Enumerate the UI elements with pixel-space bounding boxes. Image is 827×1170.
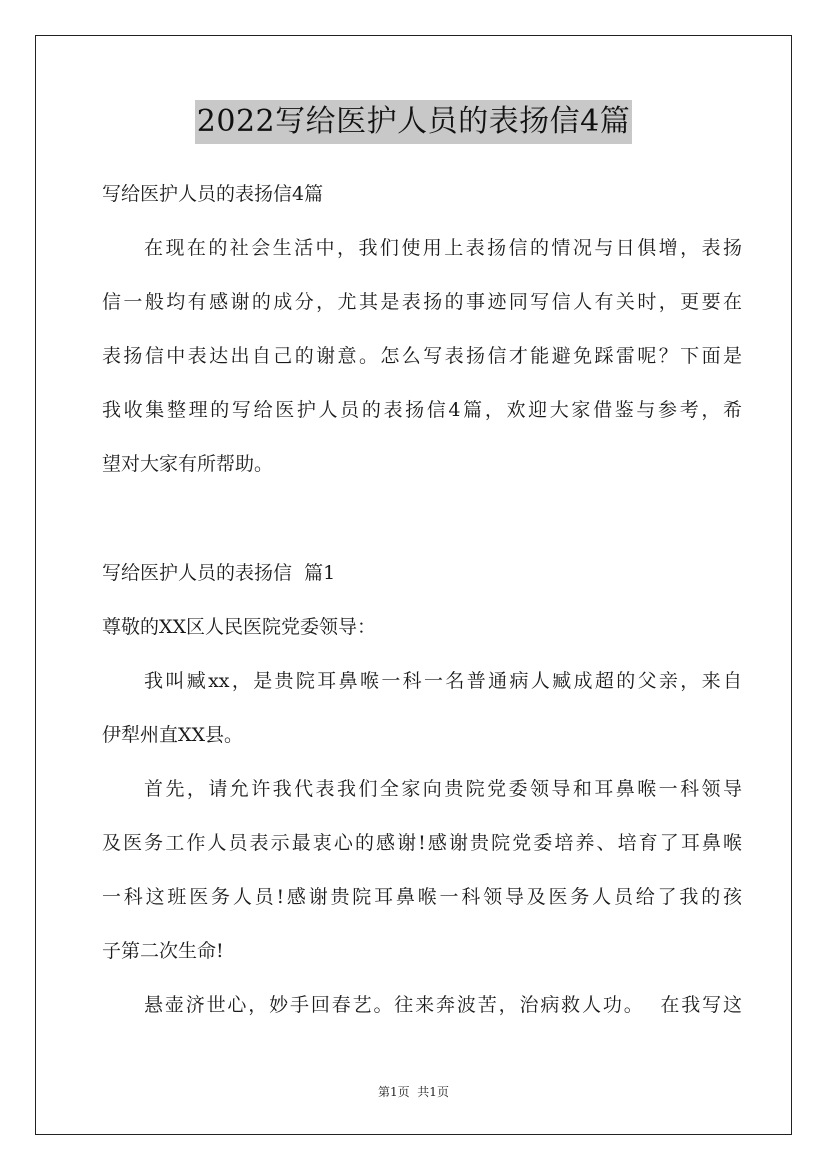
paragraph-line: 伊犁州直XX县。 — [102, 724, 244, 746]
paragraph-line: 首先，请允许我代表我们全家向贵院党委领导和耳鼻喉一科领导 — [144, 778, 742, 800]
section-heading: 写给医护人员的表扬信 篇1 — [102, 562, 336, 584]
subtitle: 写给医护人员的表扬信4篇 — [102, 183, 324, 205]
document-title: 2022写给医护人员的表扬信4篇 — [195, 100, 632, 144]
paragraph-line: 及医务工作人员表示最衷心的感谢!感谢贵院党委培养、培育了耳鼻喉 — [102, 832, 742, 854]
title-container — [0, 100, 827, 144]
page-number: 第1页 共1页 — [378, 1085, 449, 1099]
intro-line: 我收集整理的写给医护人员的表扬信4篇，欢迎大家借鉴与参考，希 — [102, 399, 742, 421]
salutation: 尊敬的XX区人民医院党委领导： — [102, 616, 377, 638]
paragraph-line: 一科这班医务人员!感谢贵院耳鼻喉一科领导及医务人员给了我的孩 — [102, 886, 742, 908]
paragraph-line: 我叫臧xx，是贵院耳鼻喉一科一名普通病人臧成超的父亲，来自 — [144, 670, 742, 692]
intro-line: 信一般均有感谢的成分，尤其是表扬的事迹同写信人有关时，更要在 — [102, 291, 742, 313]
paragraph-line: 悬壶济世心，妙手回春艺。往来奔波苦，治病救人功。 在我写这 — [144, 994, 742, 1016]
paragraph-line: 子第二次生命! — [102, 940, 224, 962]
intro-line: 在现在的社会生活中，我们使用上表扬信的情况与日俱增，表扬 — [144, 237, 742, 259]
intro-line: 表扬信中表达出自己的谢意。怎么写表扬信才能避免踩雷呢？下面是 — [102, 345, 742, 367]
intro-line: 望对大家有所帮助。 — [102, 453, 274, 475]
